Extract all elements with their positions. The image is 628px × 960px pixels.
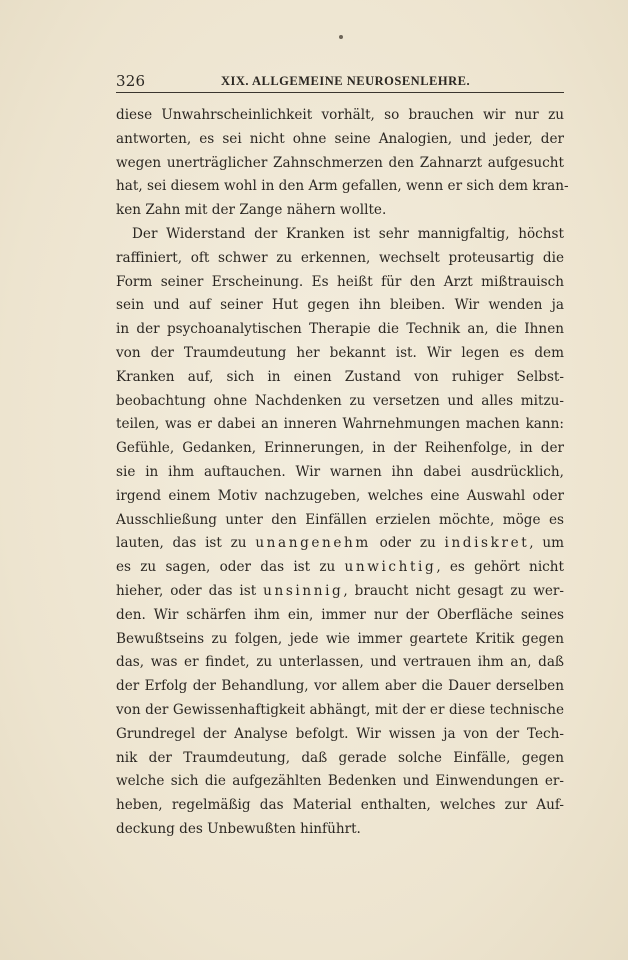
text-line: es zu sagen, oder das ist zu unwichtig, es gehört nicht [116,559,564,576]
text-line: Ausschließung unter den Einfällen erzielen möchte, möge es [116,511,564,528]
text-line: sein und auf seiner Hut gegen ihn bleiben. Wir wenden ja [116,297,564,314]
header-rule [116,92,564,93]
text-line: lauten, das ist zu unangenehm oder zu indiskret, um [116,535,565,552]
text-line: das, was er findet, zu unterlassen, und vertrauen ihm an, daß [116,654,564,671]
text-line: der Erfolg der Behandlung, vor allem aber die Dauer derselben [116,678,564,695]
text-line: deckung des Unbewußten hinführt. [116,820,361,837]
text-line: Gefühle, Gedanken, Erinnerungen, in der Reihenfolge, in der [116,440,564,457]
text-line: Kranken auf, sich in einen Zustand von ruhiger Selbst- [116,368,564,385]
chapter-title: XIX. ALLGEMEINE NEUROSENLEHRE. [221,74,471,88]
text-line: Bewußtseins zu folgen, jede wie immer geartete Kritik gegen [116,630,564,647]
text-line: hieher, oder das ist unsinnig, braucht nicht gesagt zu wer- [116,582,564,599]
text-line: von der Traumdeutung her bekannt ist. Wir legen es dem [116,344,564,361]
ink-speck [339,35,343,39]
text-line: ken Zahn mit der Zange nähern wollte. [116,202,387,219]
text-line: sie in ihm auftauchen. Wir warnen ihn dabei ausdrücklich, [116,463,564,480]
text-line: den. Wir schärfen ihm ein, immer nur der Oberfläche seines [116,606,564,623]
page-number: 326 [116,72,146,90]
text-line: diese Unwahrscheinlichkeit vorhält, so brauchen wir nur zu [116,107,564,123]
text-line: beobachtung ohne Nachdenken zu versetzen und alles mitzu- [116,392,564,409]
text-line: teilen, was er dabei an inneren Wahrnehmungen machen kann: [116,416,564,433]
body-text [116,104,569,842]
text-line: welche sich die aufgezählten Bedenken und Einwendungen er- [116,773,564,790]
text-line: Der Widerstand der Kranken ist sehr mannigfaltig, höchst [132,225,564,242]
text-line: irgend einem Motiv nachzugeben, welches eine Auswahl oder [116,487,564,504]
text-line: nik der Traumdeutung, daß gerade solche Einfälle, gegen [116,749,564,766]
running-head [116,72,564,92]
text-line: raffiniert, oft schwer zu erkennen, wechselt proteusartig die [116,249,564,266]
text-line: in der psychoanalytischen Therapie die Technik an, die Ihnen [116,321,564,338]
text-line: hat, sei diesem wohl in den Arm gefallen, wenn er sich dem kran- [116,178,569,195]
text-line: Form seiner Erscheinung. Es heißt für den Arzt mißtrauisch [116,273,564,290]
text-line: Grundregel der Analyse befolgt. Wir wissen ja von der Tech- [116,725,564,742]
text-line: wegen unerträglicher Zahnschmerzen den Zahnarzt aufgesucht [116,154,564,171]
text-line: antworten, es sei nicht ohne seine Analogien, und jeder, der [116,130,564,147]
text-line: von der Gewissenhaftigkeit abhängt, mit der er diese technische [116,701,564,718]
text-line: heben, regelmäßig das Material enthalten, welches zur Auf- [116,797,564,814]
